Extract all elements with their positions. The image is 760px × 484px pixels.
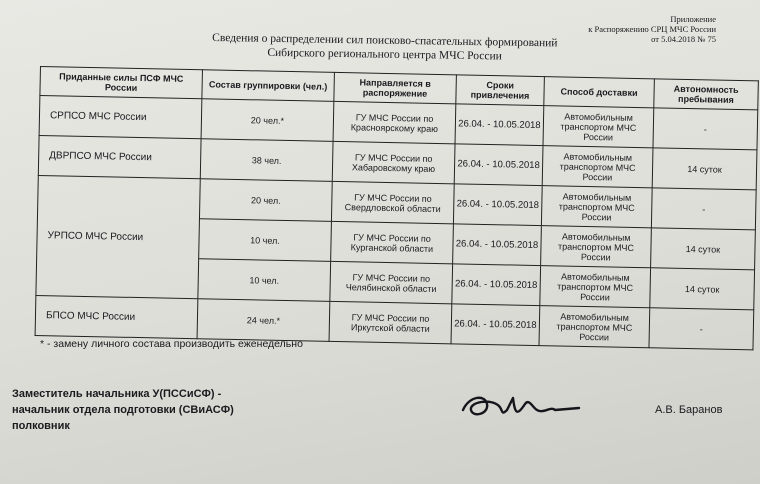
signer-name: А.В. Баранов (655, 404, 723, 416)
appendix-line: к Распоряжению СРЦ МЧС России (588, 24, 716, 34)
document-title (150, 30, 620, 65)
title-line: Сибирского регионального центра МЧС России (267, 46, 502, 63)
handwritten-signature (455, 380, 595, 430)
column-header: Способ доставки (544, 77, 655, 108)
staff-cell: 10 чел. (199, 219, 332, 262)
appendix-line: Приложение (670, 14, 716, 24)
dates-cell: 26.04. - 10.05.2018 (452, 264, 541, 306)
column-header: Состав группировки (чел.) (202, 70, 335, 102)
delivery-cell: Автомобильным транспортом МЧС России (539, 306, 650, 348)
dates-cell: 26.04. - 10.05.2018 (454, 144, 543, 186)
footnote: * - замену личного состава производить еженедельно (40, 338, 303, 350)
staff-cell: 10 чел. (198, 259, 331, 302)
staff-cell: 20 чел.* (201, 99, 334, 142)
staff-cell: 20 чел. (199, 179, 332, 222)
dates-cell: 26.04. - 10.05.2018 (455, 104, 544, 146)
autonomy-cell: - (653, 108, 758, 150)
delivery-cell: Автомобильным транспортом МЧС России (541, 186, 652, 228)
staff-cell: 24 чел.* (197, 299, 330, 342)
delivery-cell: Автомобильным транспортом МЧС России (541, 226, 652, 268)
signatory-rank: полковник (12, 420, 70, 432)
appendix-line: от 5.04.2018 № 75 (651, 34, 716, 44)
delivery-cell: Автомобильным транспортом МЧС России (540, 266, 651, 308)
title-line: Сведения о распределении сил поисково-спасательных формирований (212, 31, 558, 50)
dates-cell: 26.04. - 10.05.2018 (451, 304, 540, 346)
destination-cell: ГУ МЧС России по Иркутской области (329, 301, 452, 343)
column-header: Сроки привлечения (456, 75, 545, 106)
dates-cell: 26.04. - 10.05.2018 (453, 184, 542, 226)
staff-cell: 38 чел. (200, 139, 333, 182)
unit-cell: ДВРПСО МЧС России (38, 135, 201, 178)
signatory-title-line: Заместитель начальника У(ПССиСФ) - (12, 388, 222, 400)
destination-cell: ГУ МЧС России по Челябинской области (330, 261, 453, 303)
delivery-cell: Автомобильным транспортом МЧС России (543, 106, 654, 148)
autonomy-cell: 14 суток (651, 228, 756, 270)
column-header: Приданные силы ПСФ МЧС России (40, 67, 203, 99)
column-header: Направляется в распоряжение (334, 72, 457, 103)
signatory-title-line: начальник отдела подготовки (СВиАСФ) (12, 404, 234, 416)
delivery-cell: Автомобильным транспортом МЧС России (542, 146, 653, 188)
dates-cell: 26.04. - 10.05.2018 (453, 224, 542, 266)
signature-block (12, 386, 234, 434)
destination-cell: ГУ МЧС России по Свердловской области (331, 181, 454, 223)
destination-cell: ГУ МЧС России по Красноярскому краю (333, 101, 456, 143)
destination-cell: ГУ МЧС России по Хабаровскому краю (332, 141, 455, 183)
unit-cell: СРПСО МЧС России (39, 96, 202, 139)
forces-table (35, 66, 759, 350)
column-header: Автономность пребывания (654, 79, 759, 110)
unit-cell: УРПСО МЧС России (36, 175, 200, 298)
forces-table-wrap (35, 66, 758, 350)
autonomy-cell: - (649, 308, 754, 350)
autonomy-cell: - (651, 188, 756, 230)
destination-cell: ГУ МЧС России по Курганской области (331, 221, 454, 263)
autonomy-cell: 14 суток (650, 268, 755, 310)
unit-cell: БПСО МЧС России (35, 295, 198, 338)
autonomy-cell: 14 суток (652, 148, 757, 190)
